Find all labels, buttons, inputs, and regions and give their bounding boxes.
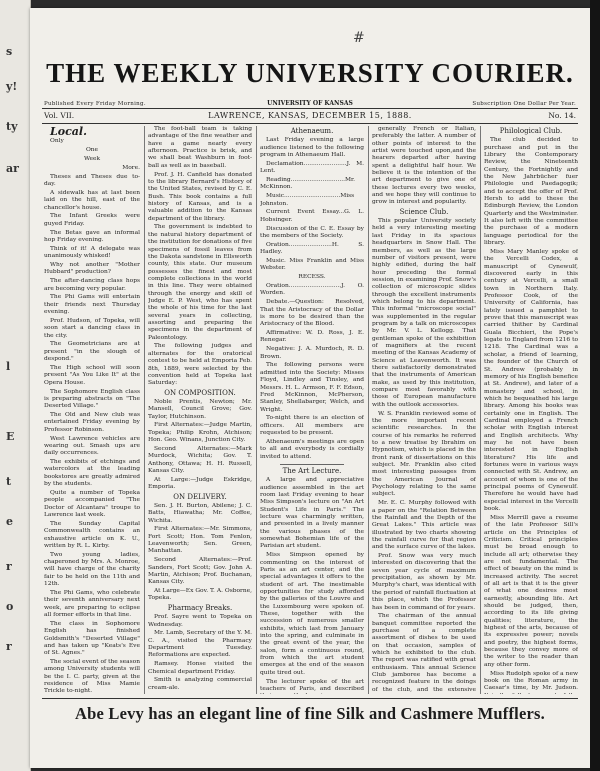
paragraph: Only: [50, 138, 64, 145]
paragraph: Prof. Snow was very much interested on discovering that the seven year cycle of maximum precipitation, as shown by Mr. Murphy's chart, was identical with the period of rainfall fluctuation at this place, which the Professor has been in command of for years.: [372, 553, 476, 611]
section-heading: Science Club.: [399, 207, 449, 216]
paragraph: The Geometricians are at present "in the slough of despond.": [44, 341, 140, 363]
paragraph: The Old and New club was entertained Friday evening by Professor Robinson.: [44, 412, 140, 433]
paragraph: Theses and Theses due to-day.: [44, 173, 140, 188]
issue-number: No. 14.: [548, 111, 576, 120]
dateline-bar: [42, 108, 578, 124]
centered-line: One: [85, 147, 99, 154]
centered-line: RECESS.: [298, 274, 326, 281]
adjacent-page-fragment: y!: [6, 80, 18, 93]
paragraph: The exhibits of etchings and watercolors at the leading bookstores are greatly admired by the students.: [44, 459, 140, 488]
adjacent-page-fragment: r: [6, 560, 12, 573]
paragraph: The government is indebted to the natural history department of the institution for donations of five specimens of fossil leaves from the Dakota sandstone in Ellsworth county, this state. Our museum possesses the finest and most complete collections in the world in this line. They were obtained through the energy and skill of Judge E. P. West, who has spent the whole of his time for the last several years in collecting, assorting and preparing the specimens in the department of Paleontology.: [148, 224, 252, 341]
paragraph: Two young ladies, chaperoned by Mrs. A. Monroe, will have charge of the charity fair to be held on the 11th and 12th.: [44, 551, 140, 588]
paragraph: Athenaeum's meetings are open to all and everybody is cordially invited to attend.: [260, 438, 364, 460]
paragraph: First Alternates:—Mr. Simmons, Fort Scott; Hon. Tom Fenlon, Leavenworth; Sen. Green, Manhattan.: [148, 526, 252, 555]
adjacent-page-fragment: s: [6, 45, 13, 58]
centered-line: Week: [83, 156, 101, 163]
paragraph: generally French or Italian, preferably the latter. A number of other points of interest to the artist were touched upon,and the hearers departed after having spent a delightful half hour. We believe it is the intention of the art department to give one of these lectures every two weeks, and we hope they will continue to grow in interest and popularity.: [372, 126, 476, 206]
paragraph: A large and appreciative audience assembled in the art room last Friday evening to hear Miss Simpson's lecture on "An Art Student's Life in Paris." The lecture was charmingly written, and presented in a lively manner the various phases of the somewhat Bohemian life of the Parisian art student.: [260, 477, 364, 550]
adjacent-page-fragment: r: [6, 640, 12, 653]
paragraph: Reading.............................Mr. McKinnon.: [260, 177, 356, 191]
paragraph: Miss Simpson opened by commenting on the interest of Paris as an art center, and the special advantages it offers to the student of art. The inestimable opportunities for study afforded by the galleries of the Louvre and the Luxembourg were spoken of. These, together with the succession of numerous smaller exhibits, which last from January into the spring, and culminate in the great event of the year, the salon, form a continuous round, from which the art student emerges at the end of the season quite tired out.: [260, 552, 364, 676]
paragraph: Debate.—Question: Resolved, That the Aristocracy of the Dollar is more to be desired than the Aristocracy of the Blood.: [260, 299, 364, 328]
paragraph: The social event of the season among University students will be the I. C. party, given at the residence of Miss Mamie Trickle to-night.: [44, 659, 140, 694]
pencil-mark: #: [353, 30, 365, 46]
column-rule: [368, 126, 369, 694]
paragraph: Affirmative: W. D. Ross, J. E. Renegar.: [260, 330, 364, 344]
adjacent-page-strip: [0, 0, 31, 771]
paragraph: Quite a number of Topeka people accompanied "The Doctor of Alcantara" troupe to Lawrence last week.: [44, 489, 140, 518]
paragraph: At Large:—Judge Eskridge, Emporia.: [148, 476, 252, 491]
paragraph: Why not another "Mother Hubbard" production?: [44, 262, 140, 276]
issue-date: LAWRENCE, KANSAS, DECEMBER 15, 1888.: [208, 111, 412, 120]
paragraph: Prof. Sayre went to Topeka on Wednesday.: [148, 614, 252, 628]
subscription-price: Subscription One Dollar Per Year.: [472, 101, 576, 107]
paragraph: The Infant Greeks were guyed Friday.: [44, 213, 140, 227]
adjacent-page-fragment: l: [6, 360, 11, 373]
column-philological-club: [484, 126, 578, 694]
paragraph: First Alternates:—Judge Martin, Topeka; Philip Krohn, Atchison; Hon. Geo. Winans, Junction City.: [148, 422, 252, 444]
paragraph: The club decided to purchase and put in the Library the Contemporary Review, the Nineteenth Century, the Fortnightly and the New Jahrbücher fuer Philologie und Paedagogik; and to accept the offer of Prof. Hersh to add to these the Edinburgh Review, the London Quarterly and the Westminster. It also left with the committee the purchase of a modern language periodical for the library.: [484, 137, 578, 247]
paragraph: Miss Mary Manley spoke of the Vercelli Codex, a manuscript of Cynewulf, discovered early in this century at Vercelli, a small town in Northern Italy. Professor Cook, of the University of California, has lately issued a pamphlet to prove that this manuscript was carried thither by Cardinal Guala Bicchieri, the Pope's legate to England from 1216 to 1218. The Cardinal was a scholar, a friend of learning, the founder of the Church of St. Andrew (probably in memory of his English benefice at St. Andrew), and later of a monastery and school, in which he bequeathed his large library. Among his books was certainly one in English. The Cardinal employed a French scholar with English interest and English architects. Why may he not have been interested in English literature? His life and fortunes were in various ways connected with St. Andrew, an account of whom is one of the principal poems of Cynewulf. Therefore he would have had especial interest in the Vercelli book.: [484, 249, 578, 513]
section-heading: Local.: [50, 126, 87, 138]
paragraph: The Phi Gams will entertain their friends next Thursday evening.: [44, 294, 140, 316]
adjacent-page-fragment: e: [6, 515, 13, 528]
paragraph: Current Event Essay...G. L. Hobsinger.: [260, 209, 364, 223]
paragraph: Oration............................J. O. Worden.: [260, 283, 364, 297]
advertisement-banner: [42, 698, 578, 725]
paragraph: The Betas gave an informal hop Friday evening.: [44, 229, 140, 243]
paragraph: Prof. Hudson, of Topeka, will soon start a dancing class in the city.: [44, 317, 140, 339]
publication-frequency: Published Every Friday Morning.: [44, 101, 146, 107]
right-line: More.: [122, 164, 140, 171]
paragraph: Miss Merrill gave a resume of the late Professor Sill's article on the Principles of Criticism. Critical principles must be broad enough to include all art; otherwise they are not fundamental. The effect of beauty on the mind is increased activity. The secret of all art is that it is the giver of what one desires most earnestly, abounding life. Art should be judged, then, according to its life giving qualities; literature, the highest of the arts, because of its expressive power; novels and poetry, the highest forms, because they convey more of the writer to the reader than any other form.: [484, 514, 578, 668]
paragraph: Negative: J. A. Murdoch, R. D. Brown.: [260, 346, 364, 360]
column-rule: [480, 126, 481, 694]
section-heading: Athenaeum.: [290, 127, 334, 135]
adjacent-page-fragment: t: [6, 475, 12, 488]
paragraph: Discussion of the C. E. Essay by the members of the Society.: [260, 225, 364, 239]
paragraph: Noble Prentis, Newton; Mr. Mansell, Council Grove; Gov. Taylor, Hutchinson.: [148, 398, 252, 420]
paragraph: Sen. J. H. Burton, Abilene; J. C. Batts, Hiawatha; Mr. Coffee, Wichita.: [148, 502, 252, 524]
section-heading: The Art Lecture.: [282, 466, 342, 475]
section-heading: ON DELIVERY.: [173, 492, 227, 501]
paragraph: The after-dancing class hops are becoming very popular.: [44, 278, 140, 292]
paragraph: The following persons were admitted into the Society: Misses Floyd, Lindley and Tinsley, and Messrs. H. L. Armson, F. F. Edson, Fred McKinnon, McPherson, Stanley, Shellabarger, Welch, and Wright.: [260, 362, 364, 413]
paragraph: W. S. Franklin reviewed some of the more important recent scientific researches. In the course of his remarks he referred to a new treatise by Ibrahim on Hypnotism, which is placed in the front rank of dissertations on this subject. Mr. Franklin also cited most interesting passages from the American Journal of Psychology relating to the same subject.: [372, 410, 476, 498]
paragraph: The Phi Gams, who celebrate their seventh anniversary next week, are preparing to eclipse all former efforts in that line.: [44, 589, 140, 618]
section-heading: Pharmacy Breaks.: [167, 603, 233, 612]
paragraph: The lecturer spoke of the art teachers of Paris, and described: [260, 678, 364, 692]
paragraph: Second Alternates:—Prof. Sanders, Fort Scott; Gov. John A. Martin, Atchison; Prof. Buchanan, Kansas City.: [148, 557, 252, 586]
column-rule: [256, 126, 257, 694]
paragraph: The chairman of the annual banquet committee reported the purchase of a complete assortment of dishes to be used on that occasion, samples of which he exhibited to the club. The report was ratified with great enthusiasm. This annual Science Club jamboree has become a recognized feature in the doings of the club, and the extensive: [372, 613, 476, 693]
adjacent-page-fragment: ty: [6, 120, 18, 133]
paragraph: Smith is analyzing commercial cream-ale.: [148, 677, 252, 691]
paragraph: The Sunday Capital Commonwealth contains an exhaustive article on K. U., written by R. L. Kirby.: [44, 520, 140, 549]
adjacent-page-fragment: E: [6, 430, 15, 443]
paragraph: Second Alternates:—Mark Murdock, Wichita; Gov. T. Anthony, Ottawa; H. H. Russell, Kansas City.: [148, 445, 252, 474]
paragraph: The class in Sophomore English has finished Goldsmith's "Deserted Village" and has taken up "Keats's Eve of St. Agnes.": [44, 620, 140, 657]
section-heading: Philological Club.: [499, 127, 563, 135]
paragraph: To-night there is an election of officers. All members are requested to be present.: [260, 415, 364, 437]
paragraph: The High school will soon present "As You Like It" at the Opera House.: [44, 364, 140, 386]
paragraph: The Sophomore English class is preparing abstracts on "The Deserted Village.": [44, 388, 140, 410]
university-stamp: UNIVERSITY OF KANSAS: [267, 100, 353, 107]
paragraph: A sidewalk has at last been laid on the hill, east of the chancellor's house.: [44, 189, 140, 211]
newspaper-page: [30, 8, 590, 768]
paragraph: At Large—Ex Gov. T. A. Osborne, Topeka.: [148, 588, 252, 602]
paragraph: Oration.......................H. S. Hadley.: [260, 241, 364, 256]
column-football-oratorical: [148, 126, 252, 694]
column-science-club: [372, 126, 476, 694]
paragraph: West Lawrence vehicles are wearing out. Smash ups are daily occurrences.: [44, 435, 140, 457]
paragraph: Music. Miss Franklin and Miss Webster.: [260, 258, 364, 272]
scanner-edge: [590, 0, 600, 771]
paragraph: Prof. J. H. Canfield has donated to the library Bernard's History of the United States, revised by C. E. Bush. This book contains a full history of Kansas, and is a valuable addition to the Kansas department of the library.: [148, 171, 252, 222]
paragraph: Declamation.......................J. M. Lent.: [260, 160, 364, 175]
paragraph: Ramsey. Honse visited the Chemical department Friday.: [148, 661, 252, 675]
paragraph: This popular University society held a very interesting meeting last Friday in its spacious headquarters in Snow Hall. The members, as well as the large number of visitors present, were highly edified, during the half hour preceding the formal session, in examining Prof. Snow's collection of microscopic slides through the excellent instruments which belong to his department. This informal "microscope social" was supplemented in the regular program by a talk on microscopes by Mr. V. L. Kellogg. That gentleman spoke of the exhibition of magnifiers at the recent meeting of the Kansas Academy of Science at Leavenworth. It was there satisfactorily demonstrated that the instruments of American make, as used by this institution, compare most favorably with those of European manufacture with the outlook accessories.: [372, 218, 476, 408]
adjacent-page-fragment: o: [6, 600, 14, 613]
column-local-news: [44, 126, 140, 694]
volume-number: Vol. VII.: [44, 111, 75, 120]
paragraph: The foot-ball team is taking advantage of the fine weather and have a game nearly every afternoon. Practice is brisk, and we shall beat Washburn in foot-ball as well as in baseball.: [148, 126, 252, 169]
paragraph: Mr. Lamb, Secretary of the Y. M. C. A., visited the Pharmacy Department Tuesday. Reformations are expected.: [148, 630, 252, 659]
paragraph: Last Friday evening a large audience listened to the following program in Athenaeum Hall.: [260, 137, 364, 159]
paragraph: Miss Rudolph spoke of a new book on the Roman army in Caesar's time, by Mr. Judson.: [484, 670, 578, 692]
paragraph: Mr. E. C. Murphy followed with a paper on the "Relation Between the Rainfall and the Depth of the Great Lakes." This article was illustrated by two charts showing the rainfall curve for that region and the surface curve of the lakes.: [372, 500, 476, 551]
paragraph: The following judges and alternates for the oratorical contest to be held at Emporia Feb. 8th, 1889, were selected by the convention held at Topeka last Saturday:: [148, 343, 252, 387]
section-heading: ON COMPOSITION.: [164, 388, 236, 397]
column-athenaeum-art-lecture: [260, 126, 364, 694]
advertisement-text: Abe Levy has an elegant line of fine Silk and Cashmere Mufflers.: [75, 704, 545, 723]
paragraph: Music..............................Miss Johnston.: [260, 193, 355, 207]
section-divider: [280, 464, 344, 465]
column-rule: [144, 126, 145, 694]
adjacent-page-fragment: ar: [6, 162, 19, 175]
masthead-title: THE WEEKLY UNIVERSITY COURIER.: [46, 58, 574, 88]
paragraph: Think of it! A delegate was unanimously whisked!: [44, 245, 140, 260]
